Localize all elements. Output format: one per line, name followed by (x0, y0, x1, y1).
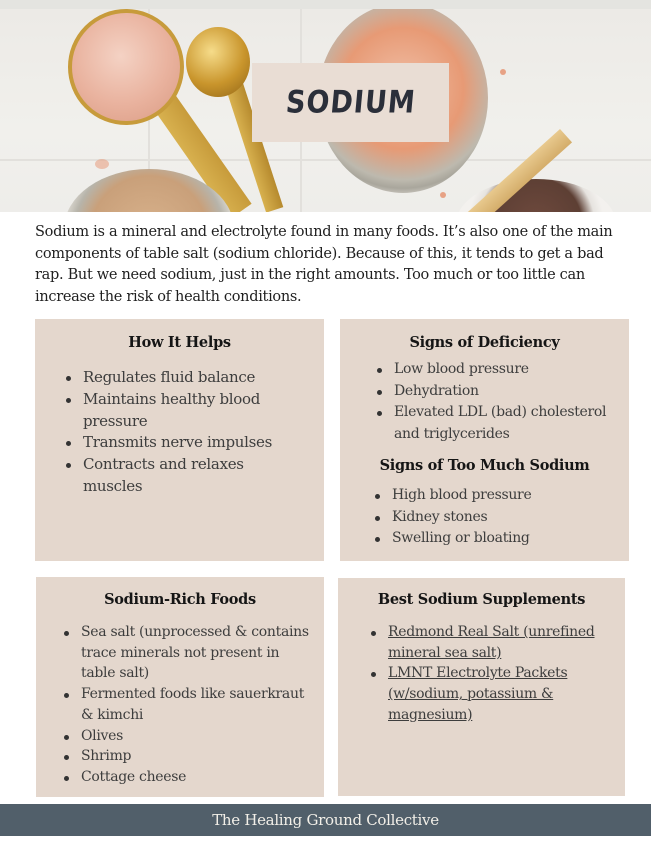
card-sodium-rich-foods (36, 577, 324, 797)
intro-paragraph: Sodium is a mineral and electrolyte found in many foods. It’s also one of the main components of table salt (sodium chloride). Because of this, it tends to get a bad rap. But we need sodium, just in the right amounts. Too much or too little can increase the risk of health conditions. (35, 224, 613, 305)
gold-spoon (186, 27, 250, 97)
list-item: Kidney stones (392, 507, 612, 529)
list-item: Fermented foods like sauerkraut & kimchi (81, 684, 313, 725)
list-item: High blood pressure (392, 485, 612, 507)
card-how-it-helps (35, 319, 324, 561)
list-item: Contracts and relaxes muscles (83, 454, 293, 498)
list-item: Sea salt (unprocessed & contains trace minerals not present in table salt) (81, 622, 313, 684)
list-item (388, 663, 608, 725)
list-item: Low blood pressure (394, 359, 614, 381)
list-item: Olives (81, 726, 313, 747)
list-item: Maintains healthy blood pressure (83, 389, 293, 433)
too-much-list (392, 485, 612, 550)
footer-brand: The Healing Ground Collective (212, 811, 439, 829)
supplements-list (388, 622, 608, 726)
list-item (388, 622, 608, 663)
title-box (252, 63, 449, 142)
card-title: Best Sodium Supplements (377, 591, 586, 608)
card-title: Sodium-Rich Foods (104, 591, 256, 608)
list-item: Regulates fluid balance (83, 367, 293, 389)
card-signs (340, 319, 629, 561)
list-item: Cottage cheese (81, 767, 313, 788)
supplement-link-lmnt[interactable]: LMNT Electrolyte Packets (w/sodium, potassium & magnesium) (388, 665, 568, 723)
card-title-too-much: Signs of Too Much Sodium (379, 457, 590, 474)
salt-speck (440, 192, 446, 198)
foods-list (81, 622, 313, 788)
list-item: Transmits nerve impulses (83, 432, 293, 454)
card-title: How It Helps (128, 334, 231, 351)
list-item: Shrimp (81, 746, 313, 767)
list-item: Swelling or bloating (392, 528, 612, 550)
salt-speck (95, 159, 109, 169)
card-best-supplements (338, 578, 625, 796)
benefits-list (83, 367, 293, 498)
supplement-link-redmond[interactable]: Redmond Real Salt (unrefined mineral sea salt) (388, 624, 595, 661)
list-item: Dehydration (394, 381, 614, 403)
page-title: SODIUM (284, 84, 417, 121)
deficiency-list (394, 359, 614, 445)
top-strip (0, 0, 651, 9)
footer-bar (0, 804, 651, 836)
pink-salt-spoon (68, 9, 184, 125)
salt-speck (500, 69, 506, 75)
list-item: Elevated LDL (bad) cholesterol and triglycerides (394, 402, 614, 445)
card-title-deficiency: Signs of Deficiency (409, 334, 560, 351)
